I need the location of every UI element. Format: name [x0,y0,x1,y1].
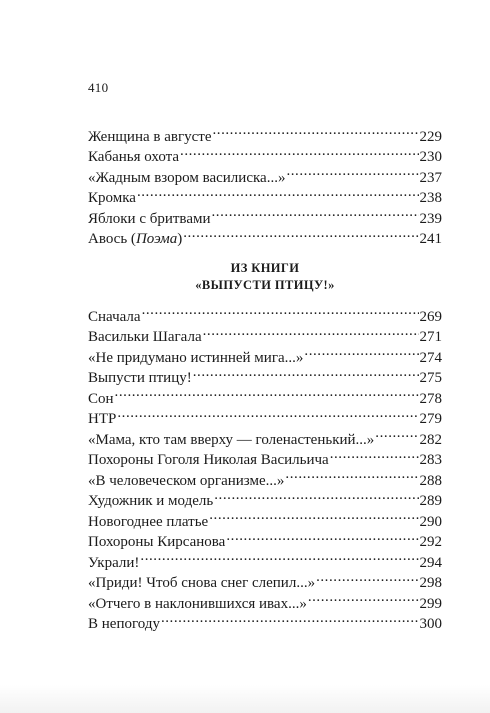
toc-entry [88,567,442,591]
toc-entry-title: Женщина в августе [88,128,212,145]
dot-leader [316,567,418,588]
toc-entry-page: 288 [419,472,442,489]
toc-entry-page: 279 [419,411,442,427]
toc-entry [88,546,442,571]
toc-entry-title: Похороны Гоголя Николая Васильича [88,452,329,468]
toc-entry-page: 299 [419,595,442,612]
dot-leader [180,141,418,162]
toc-entry-page: 271 [419,329,442,345]
toc-entry-page: 269 [419,308,442,325]
toc-entry-title: Похороны Кирсанова [88,534,226,550]
toc-entry-title: Новогоднее платье [88,513,209,530]
dot-leader [161,608,419,629]
toc-entry-title: «Отчего в наклонившихся ивах...» [88,595,307,612]
dot-leader [209,505,418,526]
toc-entry-page: 275 [419,370,442,386]
dot-leader [214,485,418,506]
dot-leader [193,362,419,383]
toc-entry-page: 282 [419,431,442,448]
toc-entry-title: Сон [88,390,114,407]
dot-leader [212,202,419,223]
toc-entry-title: В непогоду [88,616,160,632]
toc-entry [88,423,442,448]
toc-entry-title: «В человеческом организме...» [88,472,285,489]
toc-entry [88,182,442,206]
toc-entry-page: 289 [419,493,442,509]
dot-leader [286,161,418,182]
toc-entry-title: Украли! [88,554,140,571]
toc-entry-title [88,229,182,250]
toc-entry [88,382,442,407]
dot-leader [115,382,419,403]
toc-entry-title: «Приди! Чтоб снова снег слепил...» [88,575,316,591]
dot-leader [330,444,419,465]
toc-entry-title-suffix: ) [177,231,183,247]
toc-entry [88,202,442,227]
toc-entry-page: 278 [419,390,442,407]
toc-entry-page: 237 [419,169,442,186]
dot-leader [137,182,419,203]
dot-leader [183,223,418,244]
toc-list-top [88,120,442,247]
toc-entry-page: 290 [419,513,442,530]
toc-entry [88,300,442,325]
toc-entry-title: Выпусти птицу! [88,370,192,386]
section-heading-line1: ИЗ КНИГИ [230,261,300,275]
toc-entry-page: 229 [419,128,442,145]
dot-leader [117,403,418,424]
toc-entry-page: 300 [419,616,442,632]
toc-entry-title: Художник и модель [88,493,214,509]
page-bottom-shade [0,685,490,713]
toc-entry-title: Васильки Шагала [88,329,202,345]
toc-entry-page: 298 [419,575,442,591]
dot-leader [304,341,418,362]
dot-leader [375,423,418,444]
toc-entry-page: 241 [419,231,442,247]
toc-entry-title-italic: Поэма [135,231,178,247]
dot-leader [308,587,419,608]
toc-entry-title-main: Авось ( [88,231,136,247]
dot-leader [226,526,418,547]
section-heading-line2: «ВЫПУСТИ ПТИЦУ!» [195,278,335,292]
toc-entry-title: Кабанья охота [88,149,180,165]
toc-entry-page: 274 [419,349,442,366]
toc-entry-page: 238 [419,190,442,206]
dot-leader [212,120,418,141]
toc-entry-title: «Жадным взором василиска...» [88,169,286,186]
toc-entry-page: 283 [419,452,442,468]
toc-entry-title: «Мама, кто там вверху — голенастенький...» [88,431,375,448]
toc-entry-page: 239 [419,210,442,227]
toc-entry-title: Яблоки с бритвами [88,210,211,227]
toc-entry-page: 292 [419,534,442,550]
toc-entry [88,403,442,427]
toc-list-bottom [88,300,442,632]
toc-entry-page: 294 [419,554,442,571]
toc-entry [88,120,442,145]
page-number: 410 [88,80,109,95]
dot-leader [285,464,418,485]
dot-leader [142,300,419,321]
dot-leader [140,546,418,567]
dot-leader [203,321,419,342]
toc-entry-page: 230 [419,149,442,165]
toc-entry [88,321,442,345]
toc-entry-title: Кромка [88,190,136,206]
section-heading [88,260,442,294]
toc-entry-title: НТР [88,411,117,427]
toc-entry-title: «Не придумано истинней мига...» [88,349,304,366]
toc-entry-title: Сначала [88,308,141,325]
